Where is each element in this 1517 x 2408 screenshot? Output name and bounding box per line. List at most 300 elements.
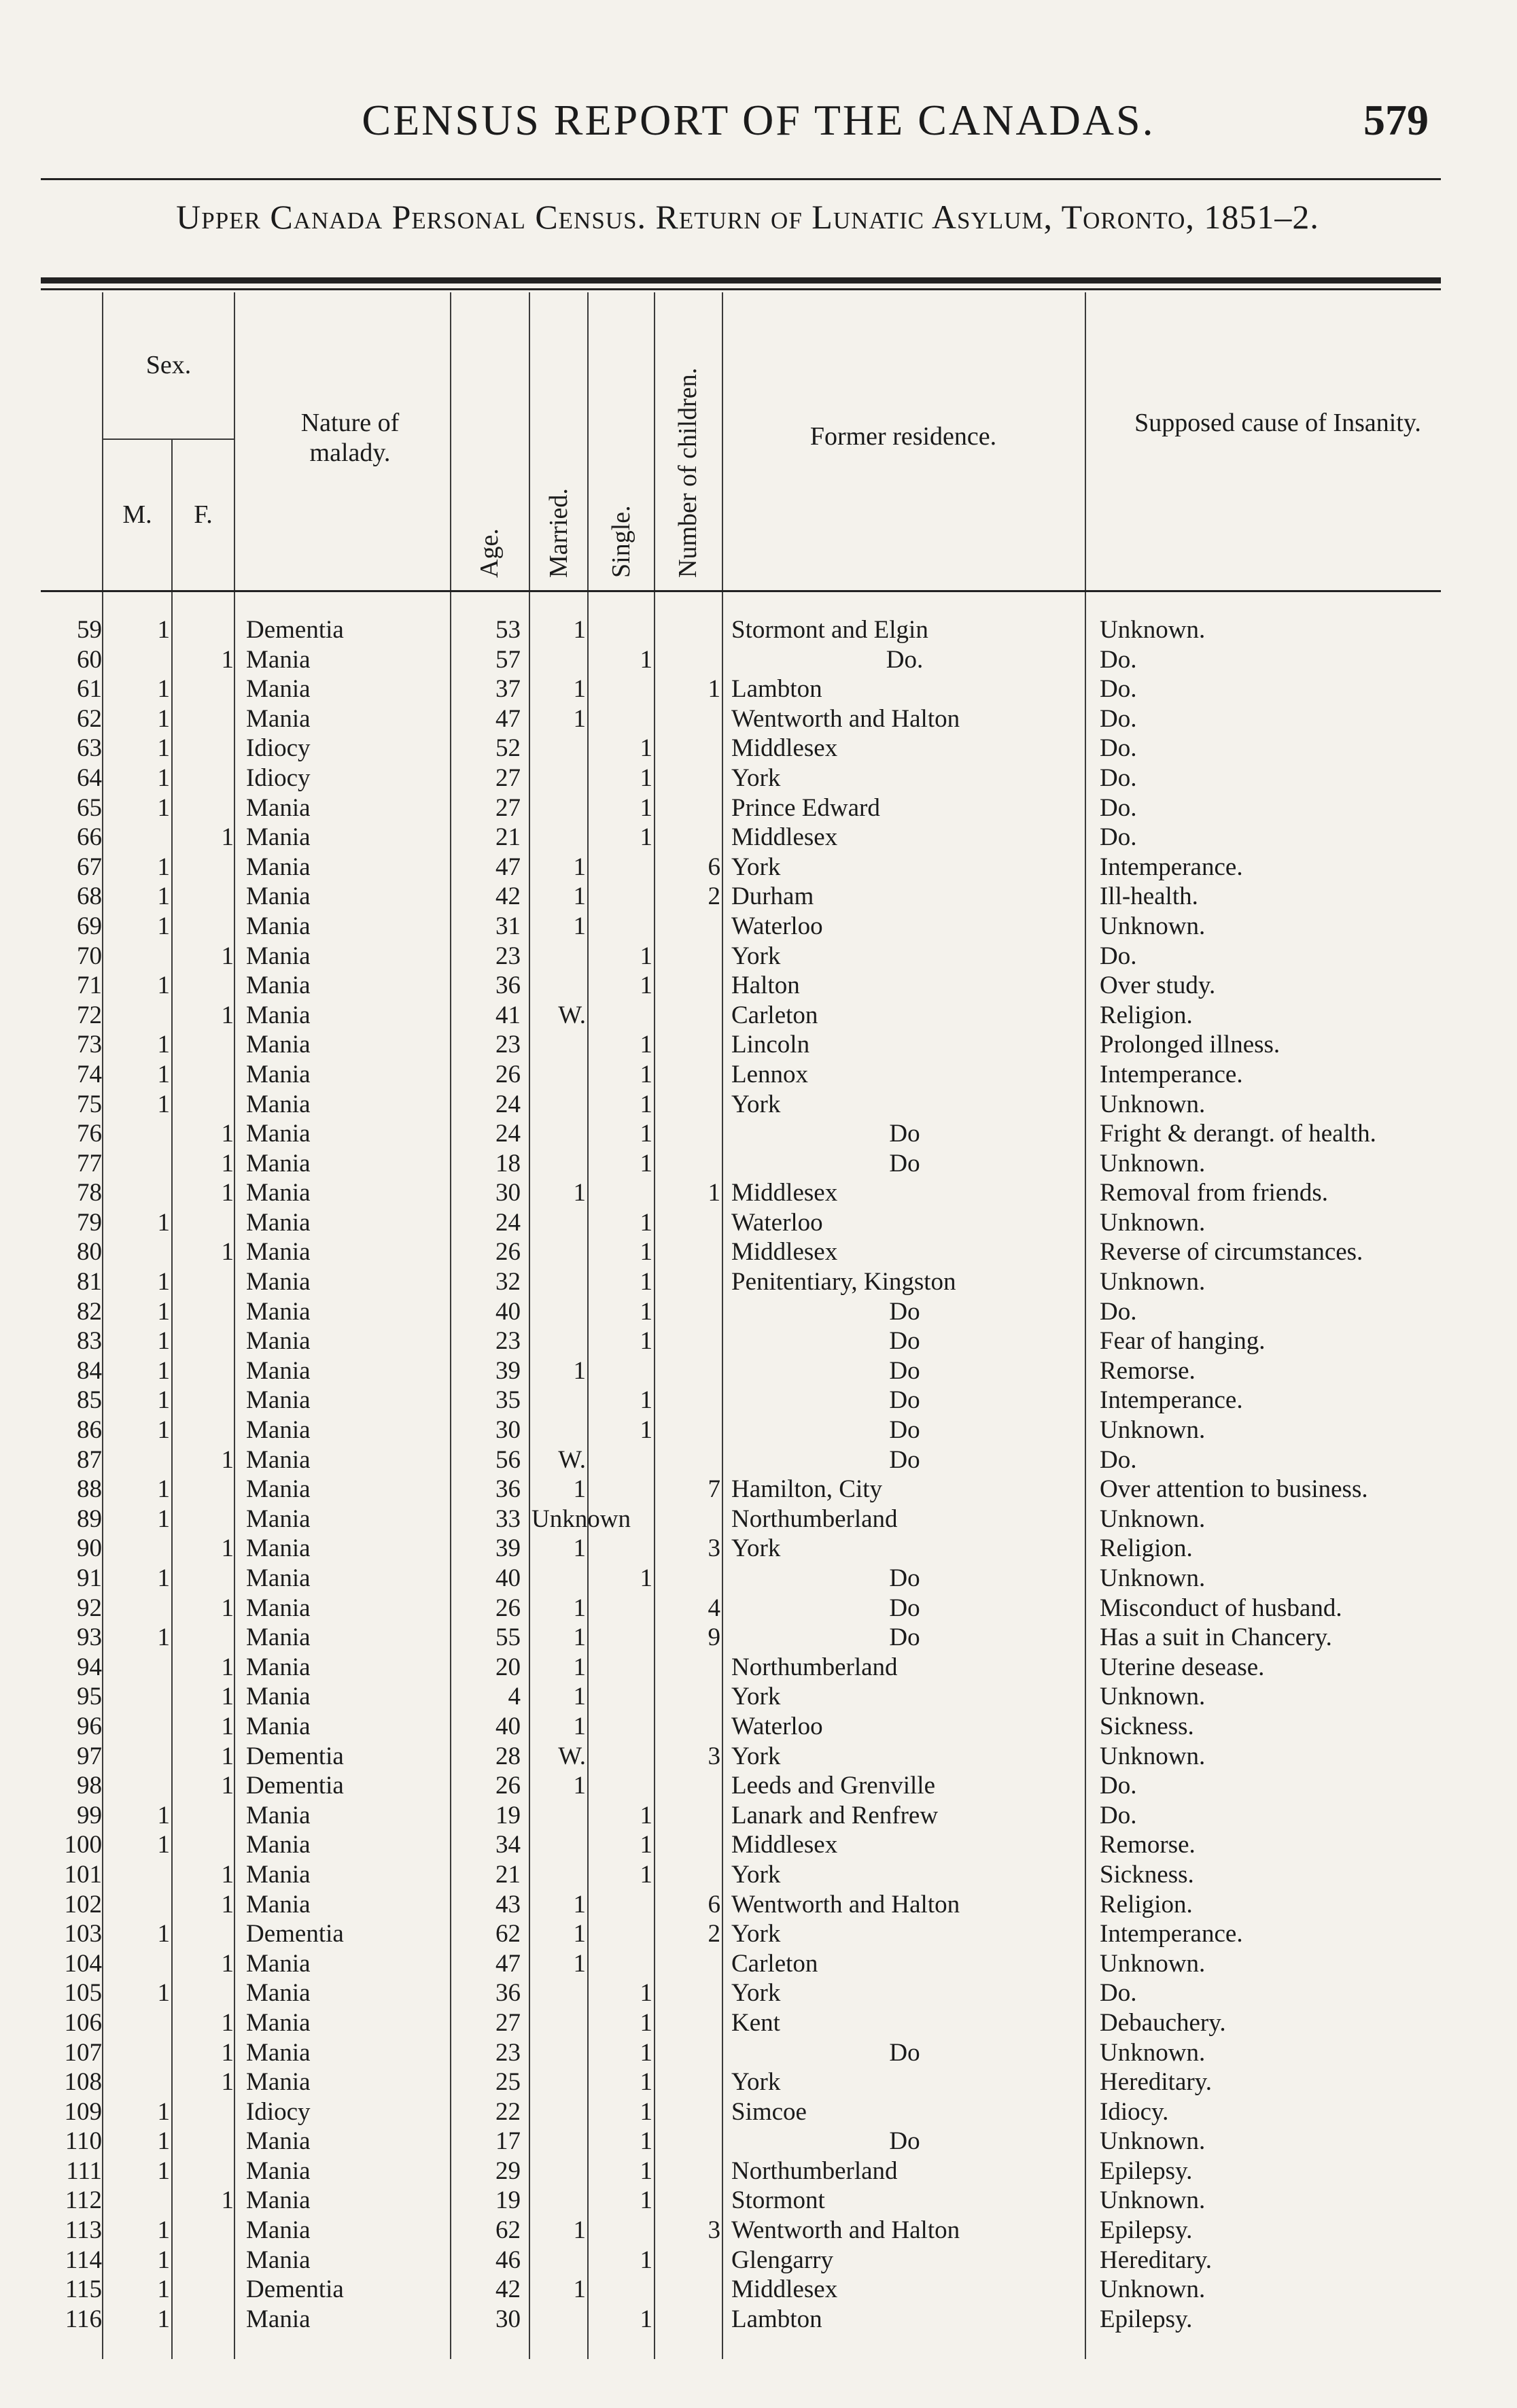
age-cell: 18 (495, 1149, 521, 1177)
female-count-cell: 1 (221, 1860, 234, 1889)
single-cell: 1 (640, 1860, 652, 1889)
male-count-cell: 1 (157, 1268, 170, 1296)
female-count-cell: 1 (221, 1001, 234, 1029)
row-number-cell: 59 (77, 616, 102, 644)
single-cell: 1 (640, 763, 652, 792)
former-residence-cell: Middlesex (731, 734, 838, 763)
female-count-cell: 1 (221, 2186, 234, 2215)
header-sex: Sex. (145, 351, 192, 379)
male-count-cell: 1 (157, 2275, 170, 2304)
age-cell: 46 (495, 2246, 521, 2274)
former-residence-cell: Halton (731, 971, 800, 1000)
header-f: F. (194, 500, 213, 529)
table-row (0, 1178, 1517, 1208)
age-cell: 4 (508, 1683, 521, 1711)
single-cell: 1 (640, 1297, 652, 1326)
nature-of-malady-cell: Mania (246, 1179, 311, 1207)
male-count-cell: 1 (157, 763, 170, 792)
former-residence-cell: Do (889, 1356, 920, 1385)
nature-of-malady-cell: Mania (246, 1683, 311, 1711)
row-number-cell: 110 (65, 2127, 102, 2156)
nature-of-malady-cell: Mania (246, 2127, 311, 2156)
age-cell: 56 (495, 1445, 521, 1474)
nature-of-malady-cell: Dementia (246, 1742, 344, 1770)
nature-of-malady-cell: Mania (246, 1801, 311, 1829)
married-cell: 1 (573, 2275, 586, 2304)
nature-of-malady-cell: Mania (246, 1060, 311, 1088)
nature-of-malady-cell: Mania (246, 1149, 311, 1177)
age-cell: 32 (495, 1268, 521, 1296)
nature-of-malady-cell: Mania (246, 2156, 311, 2185)
row-number-cell: 90 (77, 1534, 102, 1563)
age-cell: 23 (495, 1327, 521, 1356)
single-cell: 1 (640, 645, 652, 674)
former-residence-cell: Do (889, 1623, 920, 1652)
single-cell: 1 (640, 971, 652, 1000)
supposed-cause-cell: Intemperance. (1100, 853, 1243, 881)
single-cell: 1 (640, 1060, 652, 1088)
table-row (0, 704, 1517, 734)
male-count-cell: 1 (157, 1801, 170, 1829)
number-of-children-cell: 1 (708, 1179, 720, 1207)
former-residence-cell: Lambton (731, 2305, 822, 2333)
row-number-cell: 113 (65, 2216, 102, 2245)
age-cell: 40 (495, 1564, 521, 1592)
age-cell: 27 (495, 2008, 521, 2037)
table-top-rule-thin (41, 288, 1441, 290)
age-cell: 53 (495, 616, 521, 644)
nature-of-malady-cell: Mania (246, 1445, 311, 1474)
number-of-children-cell: 2 (708, 882, 720, 911)
age-cell: 47 (495, 853, 521, 881)
nature-of-malady-cell: Mania (246, 1238, 311, 1267)
former-residence-cell: York (731, 763, 781, 792)
table-row (0, 1267, 1517, 1297)
age-cell: 19 (495, 1801, 521, 1829)
age-cell: 35 (495, 1386, 521, 1415)
former-residence-cell: Do (889, 1149, 920, 1177)
header-nature: Nature of malady. (300, 409, 400, 467)
female-count-cell: 1 (221, 1149, 234, 1177)
supposed-cause-cell: Epilepsy. (1100, 2216, 1193, 2245)
single-cell: 1 (640, 1268, 652, 1296)
supposed-cause-cell: Do. (1100, 942, 1137, 970)
nature-of-malady-cell: Mania (246, 1653, 311, 1681)
nature-of-malady-cell: Mania (246, 1979, 311, 2008)
row-number-cell: 103 (64, 1920, 102, 1948)
former-residence-cell: Do (889, 1416, 920, 1445)
supposed-cause-cell: Intemperance. (1100, 1920, 1243, 1948)
former-residence-cell: Hamilton, City (731, 1475, 882, 1504)
row-number-cell: 98 (77, 1772, 102, 1800)
male-count-cell: 1 (157, 2216, 170, 2245)
table-row (0, 853, 1517, 882)
nature-of-malady-cell: Dementia (246, 2275, 344, 2304)
nature-of-malady-cell: Mania (246, 2246, 311, 2274)
age-cell: 24 (495, 1090, 521, 1118)
head-rule (41, 178, 1441, 180)
nature-of-malady-cell: Mania (246, 1356, 311, 1385)
male-count-cell: 1 (157, 1920, 170, 1948)
row-number-cell: 102 (64, 1890, 102, 1919)
table-row (0, 1001, 1517, 1031)
male-count-cell: 1 (157, 1979, 170, 2008)
former-residence-cell: Do (889, 1386, 920, 1415)
male-count-cell: 1 (157, 882, 170, 911)
married-cell: Unknown (531, 1504, 631, 1533)
single-cell: 1 (640, 1031, 652, 1059)
married-cell: 1 (573, 616, 586, 644)
married-cell: 1 (573, 1772, 586, 1800)
married-cell: 1 (573, 1920, 586, 1948)
supposed-cause-cell: Removal from friends. (1100, 1179, 1328, 1207)
nature-of-malady-cell: Mania (246, 1712, 311, 1740)
table-row (0, 1475, 1517, 1504)
single-cell: 1 (640, 2127, 652, 2156)
supposed-cause-cell: Hereditary. (1100, 2246, 1213, 2274)
single-cell: 1 (640, 1120, 652, 1148)
male-count-cell: 1 (157, 793, 170, 822)
nature-of-malady-cell: Mania (246, 1890, 311, 1919)
age-cell: 36 (495, 1475, 521, 1504)
former-residence-cell: Middlesex (731, 1831, 838, 1859)
age-cell: 27 (495, 763, 521, 792)
table-row (0, 1860, 1517, 1890)
former-residence-cell: Prince Edward (731, 793, 880, 822)
table-row (0, 1237, 1517, 1267)
male-count-cell: 1 (157, 1504, 170, 1533)
table-row (0, 1801, 1517, 1831)
supposed-cause-cell: Do. (1100, 675, 1137, 704)
supposed-cause-cell: Has a suit in Chancery. (1100, 1623, 1332, 1652)
table-row (0, 1534, 1517, 1564)
number-of-children-cell: 3 (708, 1534, 720, 1563)
age-cell: 36 (495, 971, 521, 1000)
table-row (0, 1682, 1517, 1712)
married-cell: 1 (573, 1356, 586, 1385)
supposed-cause-cell: Intemperance. (1100, 1386, 1243, 1415)
male-count-cell: 1 (157, 853, 170, 881)
nature-of-malady-cell: Mania (246, 1504, 311, 1533)
table-row (0, 1623, 1517, 1653)
table-row (0, 2216, 1517, 2246)
table-row (0, 2186, 1517, 2216)
former-residence-cell: Do (889, 1564, 920, 1592)
table-row (0, 882, 1517, 912)
single-cell: 1 (640, 793, 652, 822)
supposed-cause-cell: Religion. (1100, 1890, 1193, 1919)
former-residence-cell: York (731, 1860, 781, 1889)
former-residence-cell: Do (889, 1120, 920, 1148)
header-children: Number of children. (674, 367, 702, 578)
former-residence-cell: York (731, 1683, 781, 1711)
age-cell: 34 (495, 1831, 521, 1859)
table-row (0, 1949, 1517, 1979)
table-row (0, 1030, 1517, 1060)
male-count-cell: 1 (157, 2156, 170, 2185)
former-residence-cell: Lincoln (731, 1031, 810, 1059)
married-cell: 1 (573, 912, 586, 940)
row-number-cell: 86 (77, 1416, 102, 1445)
age-cell: 24 (495, 1120, 521, 1148)
supposed-cause-cell: Unknown. (1100, 1268, 1206, 1296)
supposed-cause-cell: Do. (1100, 1772, 1137, 1800)
row-number-cell: 106 (64, 2008, 102, 2037)
supposed-cause-cell: Unknown. (1100, 1416, 1206, 1445)
table-row (0, 2156, 1517, 2186)
row-number-cell: 100 (64, 1831, 102, 1859)
female-count-cell: 1 (221, 1594, 234, 1622)
former-residence-cell: York (731, 2068, 781, 2097)
nature-of-malady-cell: Mania (246, 1297, 311, 1326)
former-residence-cell: Penitentiary, Kingston (731, 1268, 956, 1296)
table-row (0, 912, 1517, 942)
age-cell: 23 (495, 2038, 521, 2067)
single-cell: 1 (640, 2008, 652, 2037)
former-residence-cell: Waterloo (731, 912, 823, 940)
row-number-cell: 85 (77, 1386, 102, 1415)
table-row (0, 942, 1517, 971)
supposed-cause-cell: Unknown. (1100, 912, 1206, 940)
age-cell: 24 (495, 1208, 521, 1237)
nature-of-malady-cell: Mania (246, 1001, 311, 1029)
age-cell: 57 (495, 645, 521, 674)
nature-of-malady-cell: Mania (246, 971, 311, 1000)
age-cell: 62 (495, 2216, 521, 2245)
nature-of-malady-cell: Mania (246, 1120, 311, 1148)
table-row (0, 1060, 1517, 1090)
nature-of-malady-cell: Mania (246, 1475, 311, 1504)
former-residence-cell: Leeds and Grenville (731, 1772, 935, 1800)
supposed-cause-cell: Do. (1100, 704, 1137, 733)
nature-of-malady-cell: Mania (246, 1031, 311, 1059)
table-row (0, 1356, 1517, 1386)
table-subtitle: Upper Canada Personal Census. Return of Lunatic Asylum, Toronto, 1851–2. (176, 198, 1319, 236)
supposed-cause-cell: Over study. (1100, 971, 1216, 1000)
table-row (0, 1090, 1517, 1120)
single-cell: 1 (640, 1386, 652, 1415)
former-residence-cell: York (731, 853, 781, 881)
married-cell: 1 (573, 704, 586, 733)
age-cell: 43 (495, 1890, 521, 1919)
former-residence-cell: York (731, 1742, 781, 1770)
single-cell: 1 (640, 1416, 652, 1445)
married-cell: 1 (573, 675, 586, 704)
supposed-cause-cell: Unknown. (1100, 2127, 1206, 2156)
male-count-cell: 1 (157, 675, 170, 704)
nature-of-malady-cell: Mania (246, 793, 311, 822)
row-number-cell: 104 (64, 1949, 102, 1978)
former-residence-cell: York (731, 1979, 781, 2008)
married-cell: 1 (573, 882, 586, 911)
header-residence: Former residence. (809, 422, 997, 451)
table-row (0, 793, 1517, 823)
male-count-cell: 1 (157, 1475, 170, 1504)
supposed-cause-cell: Do. (1100, 793, 1137, 822)
age-cell: 27 (495, 793, 521, 822)
male-count-cell: 1 (157, 2305, 170, 2333)
single-cell: 1 (640, 1801, 652, 1829)
row-number-cell: 101 (64, 1860, 102, 1889)
table-row (0, 1149, 1517, 1179)
former-residence-cell: Northumberland (731, 2156, 898, 2185)
row-number-cell: 105 (64, 1979, 102, 2008)
male-count-cell: 1 (157, 1564, 170, 1592)
supposed-cause-cell: Intemperance. (1100, 1060, 1243, 1088)
nature-of-malady-cell: Mania (246, 1208, 311, 1237)
married-cell: 1 (573, 1683, 586, 1711)
supposed-cause-cell: Do. (1100, 1979, 1137, 2008)
former-residence-cell: Carleton (731, 1001, 818, 1029)
female-count-cell: 1 (221, 1712, 234, 1740)
nature-of-malady-cell: Mania (246, 882, 311, 911)
table-row (0, 645, 1517, 675)
row-number-cell: 94 (77, 1653, 102, 1681)
female-count-cell: 1 (221, 1534, 234, 1563)
married-cell: 1 (573, 1949, 586, 1978)
nature-of-malady-cell: Dementia (246, 1772, 344, 1800)
nature-of-malady-cell: Mania (246, 704, 311, 733)
row-number-cell: 72 (77, 1001, 102, 1029)
nature-of-malady-cell: Mania (246, 1949, 311, 1978)
row-number-cell: 95 (77, 1683, 102, 1711)
age-cell: 26 (495, 1594, 521, 1622)
age-cell: 39 (495, 1534, 521, 1563)
sex-rule (103, 438, 234, 440)
row-number-cell: 97 (77, 1742, 102, 1770)
former-residence-cell: Middlesex (731, 1179, 838, 1207)
female-count-cell: 1 (221, 1890, 234, 1919)
male-count-cell: 1 (157, 1831, 170, 1859)
table-row (0, 1445, 1517, 1475)
nature-of-malady-cell: Mania (246, 823, 311, 852)
married-cell: 1 (573, 2216, 586, 2245)
male-count-cell: 1 (157, 912, 170, 940)
female-count-cell: 1 (221, 1772, 234, 1800)
number-of-children-cell: 6 (708, 853, 720, 881)
supposed-cause-cell: Fear of hanging. (1100, 1327, 1266, 1356)
table-row (0, 1890, 1517, 1920)
single-cell: 1 (640, 823, 652, 852)
male-count-cell: 1 (157, 1386, 170, 1415)
age-cell: 47 (495, 704, 521, 733)
single-cell: 1 (640, 1831, 652, 1859)
nature-of-malady-cell: Mania (246, 1623, 311, 1652)
row-number-cell: 111 (66, 2156, 102, 2185)
number-of-children-cell: 1 (708, 675, 720, 704)
supposed-cause-cell: Unknown. (1100, 1949, 1206, 1978)
row-number-cell: 83 (77, 1327, 102, 1356)
number-of-children-cell: 2 (708, 1920, 720, 1948)
table-row (0, 1415, 1517, 1445)
male-count-cell: 1 (157, 1327, 170, 1356)
nature-of-malady-cell: Dementia (246, 616, 344, 644)
nature-of-malady-cell: Mania (246, 1268, 311, 1296)
row-number-cell: 96 (77, 1712, 102, 1740)
single-cell: 1 (640, 1208, 652, 1237)
row-number-cell: 73 (77, 1031, 102, 1059)
male-count-cell: 1 (157, 1090, 170, 1118)
former-residence-cell: Middlesex (731, 2275, 838, 2304)
row-number-cell: 67 (77, 853, 102, 881)
former-residence-cell: York (731, 942, 781, 970)
age-cell: 26 (495, 1772, 521, 1800)
male-count-cell: 1 (157, 1031, 170, 1059)
row-number-cell: 115 (65, 2275, 102, 2304)
table-row (0, 734, 1517, 763)
row-number-cell: 88 (77, 1475, 102, 1504)
nature-of-malady-cell: Idiocy (246, 734, 311, 763)
row-number-cell: 60 (77, 645, 102, 674)
nature-of-malady-cell: Mania (246, 2186, 311, 2215)
age-cell: 26 (495, 1060, 521, 1088)
age-cell: 62 (495, 1920, 521, 1948)
table-row (0, 1978, 1517, 2008)
supposed-cause-cell: Unknown. (1100, 1090, 1206, 1118)
former-residence-cell: Do (889, 1327, 920, 1356)
row-number-cell: 77 (77, 1149, 102, 1177)
former-residence-cell: York (731, 1534, 781, 1563)
former-residence-cell: Waterloo (731, 1712, 823, 1740)
row-number-cell: 66 (77, 823, 102, 852)
supposed-cause-cell: Epilepsy. (1100, 2305, 1193, 2333)
former-residence-cell: Lambton (731, 675, 822, 704)
row-number-cell: 70 (77, 942, 102, 970)
former-residence-cell: Middlesex (731, 1238, 838, 1267)
single-cell: 1 (640, 2305, 652, 2333)
age-cell: 26 (495, 1238, 521, 1267)
nature-of-malady-cell: Mania (246, 2305, 311, 2333)
supposed-cause-cell: Unknown. (1100, 2038, 1206, 2067)
row-number-cell: 68 (77, 882, 102, 911)
running-head (0, 95, 1517, 150)
single-cell: 1 (640, 1149, 652, 1177)
table-row (0, 2305, 1517, 2335)
nature-of-malady-cell: Mania (246, 853, 311, 881)
row-number-cell: 65 (77, 793, 102, 822)
row-number-cell: 89 (77, 1504, 102, 1533)
former-residence-cell: Do (889, 2038, 920, 2067)
married-cell: 1 (573, 1623, 586, 1652)
former-residence-cell: York (731, 1920, 781, 1948)
nature-of-malady-cell: Dementia (246, 1920, 344, 1948)
row-number-cell: 80 (77, 1238, 102, 1267)
former-residence-cell: Wentworth and Halton (731, 1890, 960, 1919)
age-cell: 23 (495, 942, 521, 970)
former-residence-cell: Glengarry (731, 2246, 833, 2274)
table-row (0, 1504, 1517, 1534)
former-residence-cell: Northumberland (731, 1653, 898, 1681)
row-number-cell: 108 (64, 2068, 102, 2097)
row-number-cell: 63 (77, 734, 102, 763)
supposed-cause-cell: Religion. (1100, 1534, 1193, 1563)
supposed-cause-cell: Hereditary. (1100, 2068, 1213, 2097)
table-row (0, 615, 1517, 645)
nature-of-malady-cell: Mania (246, 1831, 311, 1859)
table-top-rule (41, 277, 1441, 283)
female-count-cell: 1 (221, 1120, 234, 1148)
male-count-cell: 1 (157, 1356, 170, 1385)
table-row (0, 1326, 1517, 1356)
row-number-cell: 92 (77, 1594, 102, 1622)
single-cell: 1 (640, 2097, 652, 2126)
former-residence-cell: Wentworth and Halton (731, 704, 960, 733)
table-row (0, 823, 1517, 853)
supposed-cause-cell: Unknown. (1100, 1149, 1206, 1177)
supposed-cause-cell: Do. (1100, 734, 1137, 763)
female-count-cell: 1 (221, 1238, 234, 1267)
number-of-children-cell: 6 (708, 1890, 720, 1919)
